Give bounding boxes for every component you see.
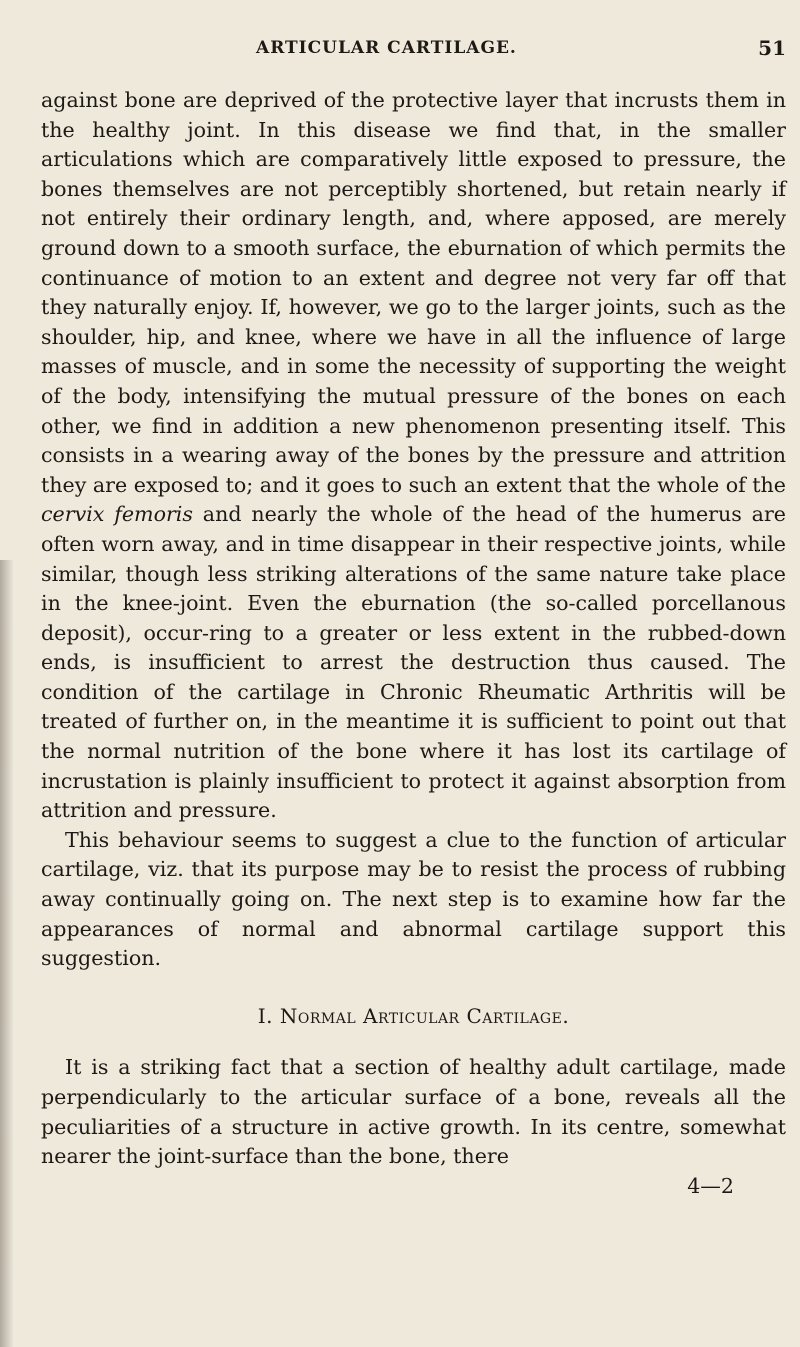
body-text [41, 86, 786, 1201]
section-number: I. [257, 1003, 274, 1028]
running-title: ARTICULAR CARTILAGE. [256, 38, 517, 58]
section-heading [41, 1002, 786, 1032]
paragraph-clue: This behaviour seems to suggest a clue to the function of articular cartilage, viz. that its purpose may be to resist the process of rubbing away continually going on. The next step is to examine how far the appearances of normal and abnormal cartilage support this suggestion. [41, 827, 786, 971]
signature-mark: 4—2 [687, 1173, 734, 1198]
italic-term: cervix femoris [41, 502, 193, 527]
paragraph-normal-cartilage: It is a striking fact that a section of healthy adult cartilage, made perpendicularly to the articular surface of a bone, reveals all the peculiarities of a structure in active growth. In its centre, somewhat nearer the joint-surface than the bone, there [41, 1055, 786, 1169]
paragraph-continued: against bone are deprived of the protective layer that incrusts them in the healthy joint. In this disease we find that, in the smaller articulations which are comparatively little exposed to pressure, the bones themselves are not perceptibly shortened, but retain nearly if not entirely their ordinary length, and, where apposed, are merely ground down to a smooth surface, the eburnation of which permits the continuance of motion to an extent and degree not very far off that they naturally enjoy. If, however, we go to the larger joints, such as the shoulder, hip, and knee, where we have in all the influence of large masses of muscle, and in some the necessity of supporting the weight of the body, intensifying the mutual pressure of the bones on each other, we find in addition a new phenomenon presenting itself. This consists in a wearing away of the bones by the pressure and attrition they are exposed to; and it goes to such an extent that the whole of the cervix femoris and nearly the whole of the head of the humerus are often worn away, and in time disappear in their respective joints, while similar, though less striking alterations of the same nature take place in the knee-joint. Even the eburnation (the so-called porcellanous deposit), occur-ring to a greater or less extent in the rubbed-down ends, is insufficient to arrest the destruction thus caused. The condition of the cartilage in Chronic Rheumatic Arthritis will be treated of further on, in the meantime it is sufficient to point out that the normal nutrition of the bone where it has lost its cartilage of incrustation is plainly insufficient to protect it against absorption from attrition and pressure. [41, 88, 786, 823]
section-title: Normal Articular Cartilage. [279, 1003, 570, 1028]
page-number: 51 [758, 36, 786, 60]
binding-shadow [0, 560, 14, 1347]
running-head [41, 36, 786, 66]
